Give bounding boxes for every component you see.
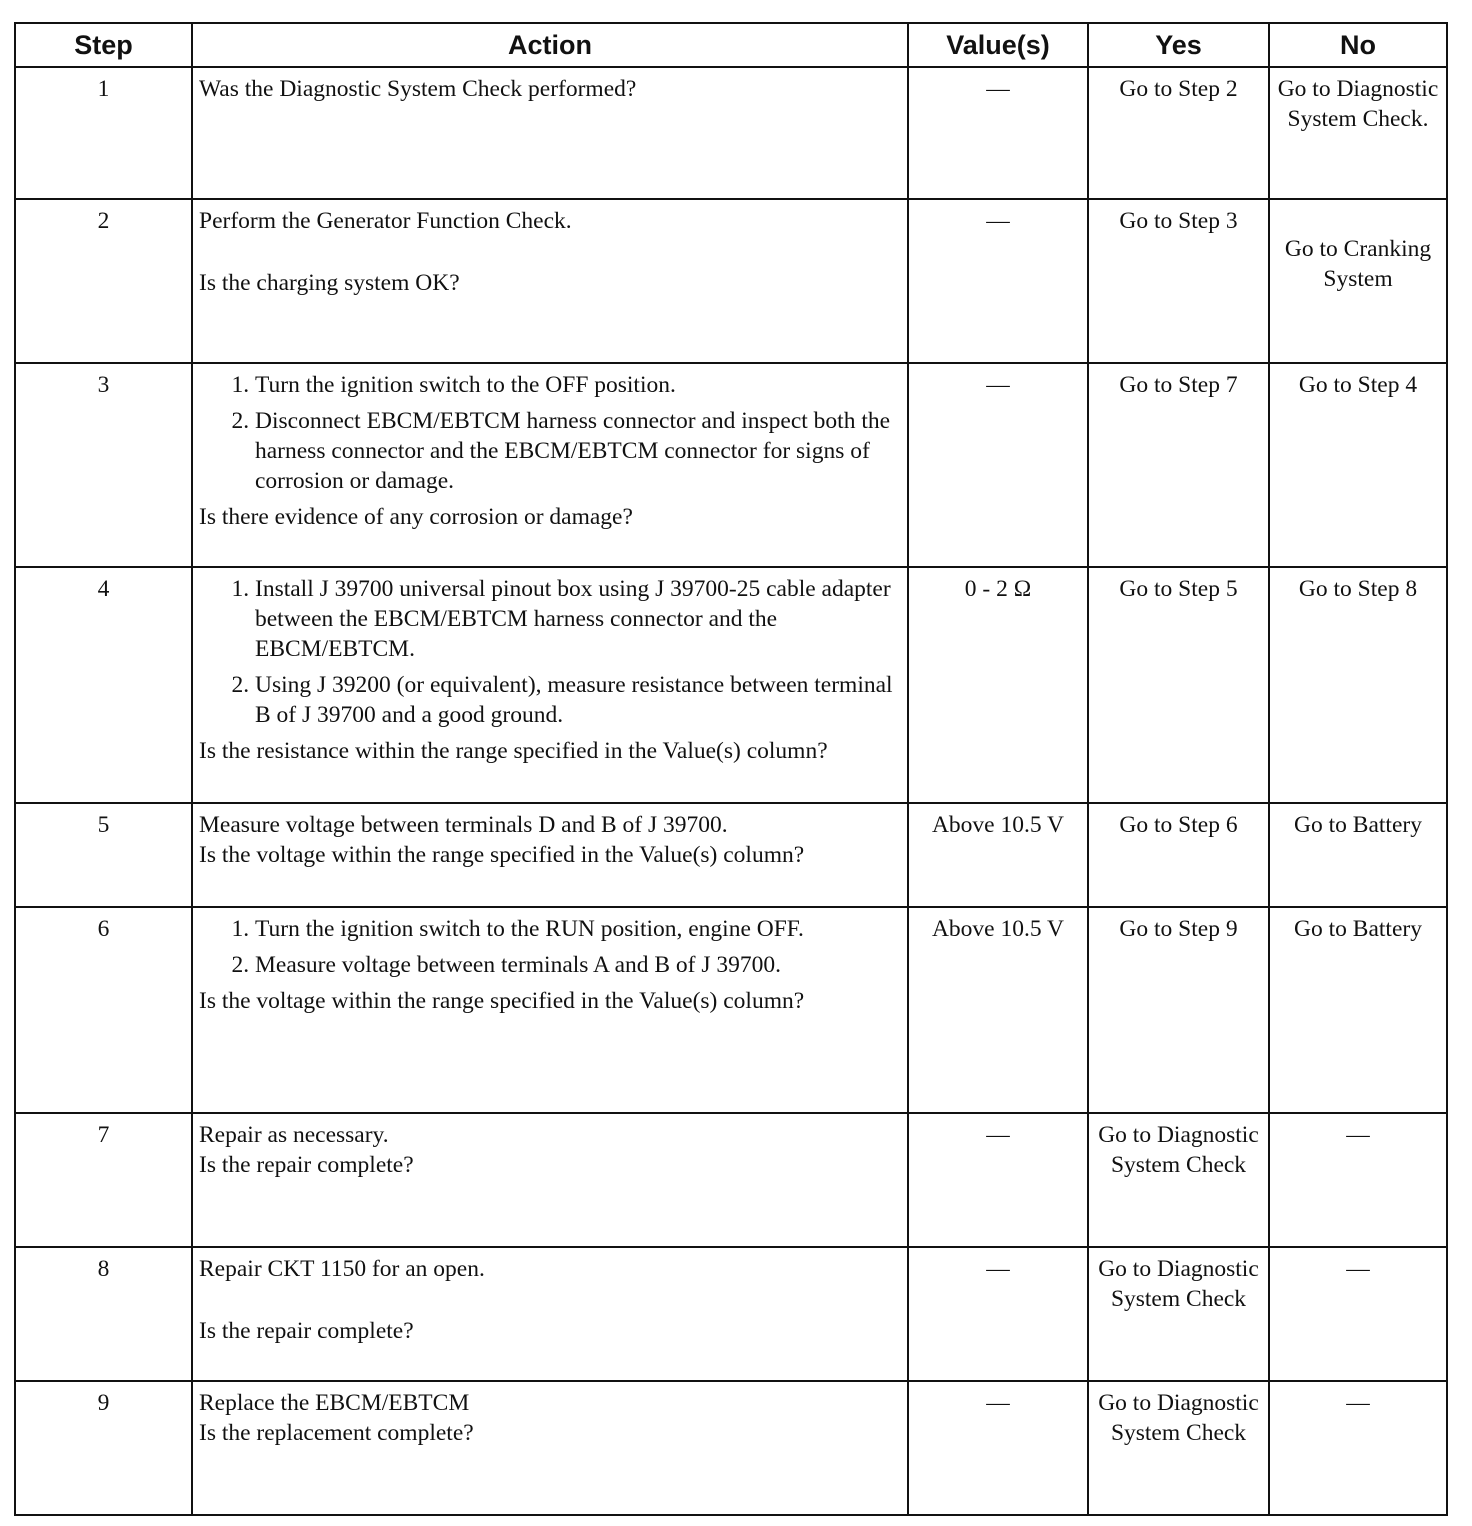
action-question: Is the repair complete? — [199, 1318, 414, 1344]
yes-cell: Go to Diagnostic System Check — [1088, 1247, 1269, 1381]
step-number: 6 — [15, 907, 192, 1113]
action-question: Is the replacement complete? — [199, 1420, 474, 1446]
substep-item: 1. Turn the ignition switch to the OFF position. — [255, 370, 901, 400]
header-row — [15, 23, 1447, 67]
no-cell: Go to Step 8 — [1269, 567, 1447, 803]
no-cell: Go to Diagnostic System Check. — [1269, 67, 1447, 199]
step-number: 9 — [15, 1381, 192, 1515]
action-cell — [192, 1113, 908, 1247]
yes-cell: Go to Diagnostic System Check — [1088, 1113, 1269, 1247]
header-yes: Yes — [1088, 23, 1269, 67]
yes-cell: Go to Step 9 — [1088, 907, 1269, 1113]
no-cell: Go to Battery — [1269, 803, 1447, 907]
substep-item: 2. Using J 39200 (or equivalent), measure resistance between terminal B of J 39700 and a good ground. — [255, 670, 901, 730]
yes-cell: Go to Step 7 — [1088, 363, 1269, 567]
action-question: Is there evidence of any corrosion or damage? — [199, 504, 633, 530]
table-row-step-6 — [15, 907, 1447, 1113]
action-cell — [192, 1381, 908, 1515]
action-text: Measure voltage between terminals D and B of J 39700. — [199, 812, 728, 838]
value-cell: — — [908, 1247, 1088, 1381]
action-text: Was the Diagnostic System Check performed? — [199, 76, 637, 102]
action-question: Is the repair complete? — [199, 1152, 414, 1178]
value-cell: — — [908, 67, 1088, 199]
value-cell: — — [908, 1113, 1088, 1247]
no-cell: — — [1269, 1113, 1447, 1247]
action-question: Is the voltage within the range specified in the Value(s) column? — [199, 842, 805, 868]
action-question: Is the voltage within the range specified in the Value(s) column? — [199, 988, 805, 1014]
no-cell-text: Go to Cranking System — [1284, 236, 1432, 292]
header-step: Step — [15, 23, 192, 67]
table-row-step-9 — [15, 1381, 1447, 1515]
table-row-step-1 — [15, 67, 1447, 199]
action-text: Replace the EBCM/EBTCM — [199, 1390, 470, 1416]
action-text: Repair as necessary. — [199, 1122, 389, 1148]
action-text: Repair CKT 1150 for an open. — [199, 1256, 485, 1282]
table-row-step-2 — [15, 199, 1447, 363]
value-cell: — — [908, 363, 1088, 567]
yes-cell: Go to Step 3 — [1088, 199, 1269, 363]
table-row-step-7 — [15, 1113, 1447, 1247]
substep-item: 2. Disconnect EBCM/EBTCM harness connector and inspect both the harness connector and the EBCM/EBTCM connector for signs of corrosion or damage. — [255, 406, 901, 496]
yes-cell: Go to Step 2 — [1088, 67, 1269, 199]
no-cell: Go to Step 4 — [1269, 363, 1447, 567]
header-values: Value(s) — [908, 23, 1088, 67]
value-cell: Above 10.5 V — [908, 907, 1088, 1113]
diagnostic-table — [14, 22, 1448, 1516]
step-number: 8 — [15, 1247, 192, 1381]
substep-list — [199, 370, 901, 496]
table-row-step-3 — [15, 363, 1447, 567]
substep-item: 2. Measure voltage between terminals A and B of J 39700. — [255, 950, 901, 980]
table-row-step-8 — [15, 1247, 1447, 1381]
action-text: Perform the Generator Function Check. — [199, 208, 572, 234]
action-cell — [192, 1247, 908, 1381]
value-cell: Above 10.5 V — [908, 803, 1088, 907]
yes-cell: Go to Step 5 — [1088, 567, 1269, 803]
header-no: No — [1269, 23, 1447, 67]
value-cell: — — [908, 1381, 1088, 1515]
substep-item: 1. Turn the ignition switch to the RUN position, engine OFF. — [255, 914, 901, 944]
action-cell — [192, 567, 908, 803]
action-question: Is the charging system OK? — [199, 270, 460, 296]
no-cell — [1269, 199, 1447, 363]
no-cell-spacer — [1276, 206, 1440, 234]
step-number: 2 — [15, 199, 192, 363]
yes-cell: Go to Diagnostic System Check — [1088, 1381, 1269, 1515]
step-number: 4 — [15, 567, 192, 803]
no-cell: Go to Battery — [1269, 907, 1447, 1113]
yes-cell: Go to Step 6 — [1088, 803, 1269, 907]
step-number: 1 — [15, 67, 192, 199]
table-row-step-5 — [15, 803, 1447, 907]
diagnostic-table-sheet — [14, 22, 1446, 1516]
value-cell: — — [908, 199, 1088, 363]
step-number: 5 — [15, 803, 192, 907]
no-cell: — — [1269, 1247, 1447, 1381]
action-cell — [192, 803, 908, 907]
substep-list — [199, 914, 901, 980]
action-cell — [192, 363, 908, 567]
table-row-step-4 — [15, 567, 1447, 803]
no-cell: — — [1269, 1381, 1447, 1515]
value-cell: 0 - 2 Ω — [908, 567, 1088, 803]
action-cell — [192, 67, 908, 199]
action-question: Is the resistance within the range specified in the Value(s) column? — [199, 738, 828, 764]
action-cell — [192, 199, 908, 363]
substep-list — [199, 574, 901, 730]
substep-item: 1. Install J 39700 universal pinout box using J 39700-25 cable adapter between the EBCM/EBTCM harness connector and the EBCM/EBTCM. — [255, 574, 901, 664]
step-number: 3 — [15, 363, 192, 567]
step-number: 7 — [15, 1113, 192, 1247]
header-action: Action — [192, 23, 908, 67]
action-cell — [192, 907, 908, 1113]
